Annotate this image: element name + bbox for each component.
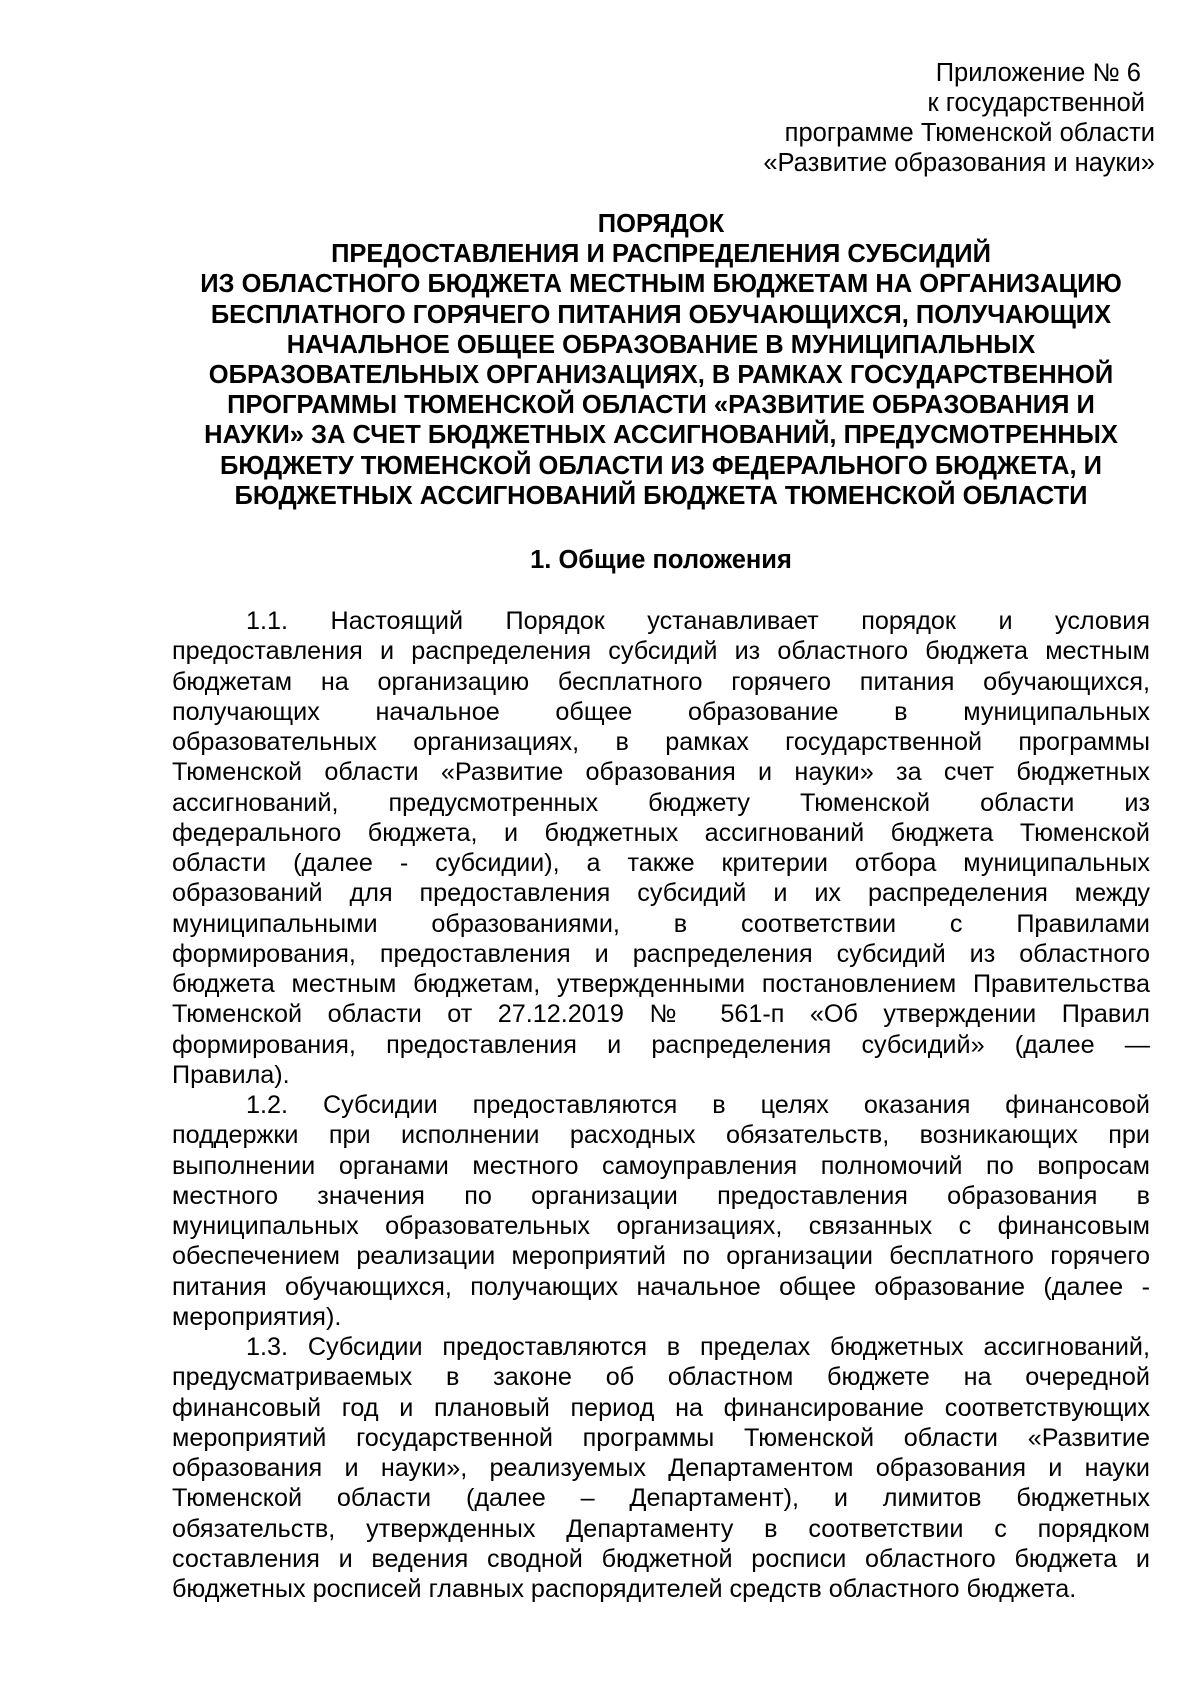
title-line: НАУКИ» ЗА СЧЕТ БЮДЖЕТНЫХ АССИГНОВАНИЙ, ПРЕДУСМОТРЕННЫХ bbox=[204, 421, 1118, 450]
title-line: ПОРЯДОК bbox=[597, 210, 725, 238]
paragraph-line: бюджета местным бюджетам, утвержденными постановлением Правительства bbox=[172, 970, 1150, 998]
title-line: ПРЕДОСТАВЛЕНИЯ И РАСПРЕДЕЛЕНИЯ СУБСИДИЙ bbox=[331, 240, 991, 269]
paragraph-line: муниципальных образовательных организациях, связанных с финансовым bbox=[172, 1212, 1150, 1240]
paragraph-line: образования и науки», реализуемых Департаментом образования и науки bbox=[172, 1454, 1150, 1482]
paragraph-line: формирования, предоставления и распределения субсидий» (далее — bbox=[172, 1030, 1150, 1059]
paragraph-line: финансовый год и плановый период на финансирование соответствующих bbox=[172, 1393, 1150, 1422]
section-heading: 1. Общие положения bbox=[530, 546, 792, 574]
paragraph-line: получающих начальное общее образование в муниципальных bbox=[172, 697, 1150, 726]
paragraph-line: предусматриваемых в законе об областном бюджете на очередной bbox=[172, 1363, 1150, 1392]
title-line: БЮДЖЕТУ ТЮМЕНСКОЙ ОБЛАСТИ ИЗ ФЕДЕРАЛЬНОГО БЮДЖЕТА, И bbox=[220, 451, 1102, 480]
paragraph-line: Тюменской области от 27.12.2019 № 561-п «Об утверждении Правил bbox=[172, 1000, 1150, 1029]
appendix-line: к государственной bbox=[927, 89, 1145, 117]
paragraph-line: питания обучающихся, получающих начальное общее образование (далее - bbox=[172, 1272, 1150, 1301]
paragraph-line: поддержки при исполнении расходных обязательств, возникающих при bbox=[172, 1121, 1150, 1150]
paragraph-line: Правила). bbox=[172, 1060, 290, 1089]
paragraph-1-2 bbox=[172, 1090, 1150, 1332]
paragraph-line: 1.3. Субсидии предоставляются в пределах бюджетных ассигнований, bbox=[246, 1333, 1150, 1361]
paragraph-line: образовательных организациях, в рамках государственной программы bbox=[172, 728, 1150, 756]
title-line: БЕСПЛАТНОГО ГОРЯЧЕГО ПИТАНИЯ ОБУЧАЮЩИХСЯ, ПОЛУЧАЮЩИХ bbox=[210, 300, 1112, 329]
paragraph-line: федерального бюджета, и бюджетных ассигнований бюджета Тюменской bbox=[172, 818, 1150, 847]
appendix-line: «Развитие образования и науки» bbox=[763, 149, 1155, 177]
title-line: БЮДЖЕТНЫХ АССИГНОВАНИЙ БЮДЖЕТА ТЮМЕНСКОЙ ОБЛАСТИ bbox=[234, 481, 1088, 510]
paragraph-line: бюджетных росписей главных распорядителей средств областного бюджета. bbox=[172, 1575, 1077, 1603]
paragraph-line: области (далее - субсидии), а также критерии отбора муниципальных bbox=[172, 849, 1150, 877]
title-line: ОБРАЗОВАТЕЛЬНЫХ ОРГАНИЗАЦИЯХ, В РАМКАХ ГОСУДАРСТВЕННОЙ bbox=[208, 361, 1114, 390]
document-title bbox=[170, 209, 1152, 511]
paragraph-1-3 bbox=[172, 1332, 1150, 1604]
paragraph-line: обязательств, утвержденных Департаменту в соответствии с порядком bbox=[172, 1514, 1150, 1543]
paragraph-line: мероприятий государственной программы Тюменской области «Развитие bbox=[172, 1423, 1150, 1452]
paragraph-line: образований для предоставления субсидий и их распределения между bbox=[172, 879, 1150, 908]
paragraph-line: Тюменской области (далее – Департамент), и лимитов бюджетных bbox=[172, 1484, 1150, 1513]
appendix-line: Приложение № 6 bbox=[935, 59, 1141, 87]
appendix-note bbox=[763, 58, 1155, 178]
paragraph-line: 1.1. Настоящий Порядок устанавливает порядок и условия bbox=[246, 607, 1150, 635]
paragraph-line: бюджетам на организацию бесплатного горячего питания обучающихся, bbox=[172, 667, 1150, 696]
paragraph-line: местного значения по организации предоставления образования в bbox=[172, 1181, 1150, 1210]
appendix-line: программе Тюменской области bbox=[784, 119, 1155, 147]
paragraph-line: составления и ведения сводной бюджетной росписи областного бюджета и bbox=[172, 1544, 1150, 1573]
paragraph-line: выполнении органами местного самоуправления полномочий по вопросам bbox=[172, 1151, 1150, 1180]
paragraph-line: 1.2. Субсидии предоставляются в целях оказания финансовой bbox=[246, 1091, 1150, 1119]
paragraph-line: муниципальными образованиями, в соответствии с Правилами bbox=[172, 909, 1150, 938]
title-line: ПРОГРАММЫ ТЮМЕНСКОЙ ОБЛАСТИ «РАЗВИТИЕ ОБРАЗОВАНИЯ И bbox=[227, 391, 1095, 420]
paragraph-line: формирования, предоставления и распределения субсидий из областного bbox=[172, 939, 1150, 968]
paragraph-line: ассигнований, предусмотренных бюджету Тюменской области из bbox=[172, 788, 1150, 817]
title-line: ИЗ ОБЛАСТНОГО БЮДЖЕТА МЕСТНЫМ БЮДЖЕТАМ НА ОРГАНИЗАЦИЮ bbox=[200, 270, 1122, 299]
title-line: НАЧАЛЬНОЕ ОБЩЕЕ ОБРАЗОВАНИЕ В МУНИЦИПАЛЬНЫХ bbox=[286, 330, 1036, 359]
paragraph-line: обеспечением реализации мероприятий по организации бесплатного горячего bbox=[172, 1242, 1150, 1271]
paragraph-line: предоставления и распределения субсидий из областного бюджета местным bbox=[172, 637, 1150, 666]
document-body bbox=[172, 606, 1150, 1604]
paragraph-line: мероприятия). bbox=[172, 1302, 342, 1331]
paragraph-1-1 bbox=[172, 606, 1150, 1090]
paragraph-line: Тюменской области «Развитие образования и науки» за счет бюджетных bbox=[172, 758, 1150, 787]
